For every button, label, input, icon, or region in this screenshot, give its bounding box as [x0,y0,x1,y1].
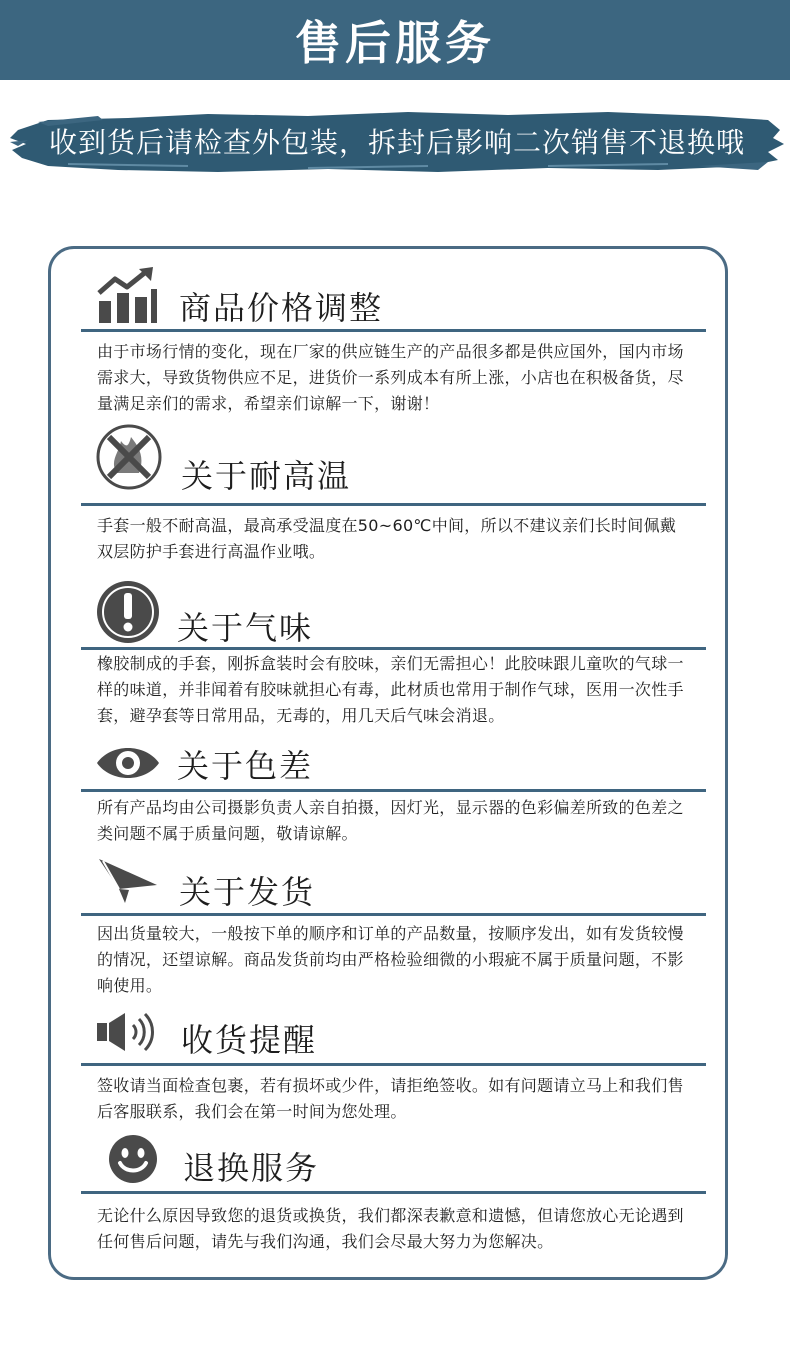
section-body: 手套一般不耐高温，最高承受温度在50~60℃中间，所以不建议亲们长时间佩戴双层防护手套进行高温作业哦。 [97,516,677,561]
trend-up-chart-icon [95,267,159,329]
section-body: 因出货量较大，一般按下单的顺序和订单的产品数量，按顺序发出，如有发货较慢的情况，还望谅解。商品发货前均由严格检验细微的小瑕疵不属于质量问题，不影响使用。 [97,924,684,995]
page-title: 售后服务 [295,16,495,70]
section-divider [81,1063,706,1066]
section-title: 商品价格调整 [179,289,384,327]
section-body: 无论什么原因导致您的退货或换货，我们都深表歉意和遗憾，但请您放心无论遇到任何售后问题，请先与我们沟通，我们会尽最大努力为您解决。 [97,1206,684,1251]
section-title: 关于发货 [179,873,316,911]
section-body: 由于市场行情的变化，现在厂家的供应链生产的产品很多都是供应国外，国内市场需求大，导致货物供应不足，进货价一系列成本有所上涨，小店也在积极备货，尽量满足亲们的需求，希望亲们谅解一下，谢谢！ [97,342,684,413]
notice-banner [8,100,786,182]
after-sales-card [48,246,728,1280]
section-body: 所有产品均由公司摄影负责人亲自拍摄，因灯光，显示器的色彩偏差所致的色差之类问题不属于质量问题，敬请谅解。 [97,798,684,843]
exclamation-circle-icon [95,579,161,649]
paper-plane-icon [95,855,159,909]
section-body: 签收请当面检查包裹，若有损坏或少件，请拒绝签收。如有问题请立马上和我们售后客服联系，我们会在第一时间为您处理。 [97,1076,684,1121]
section-title: 关于色差 [177,747,314,785]
section-title: 关于气味 [177,609,314,647]
section-divider [81,503,706,506]
speaker-icon [95,1011,157,1057]
section-divider [81,913,706,916]
section-divider [81,329,706,332]
section-body: 橡胶制成的手套，刚拆盒装时会有胶味，亲们无需担心！此胶味跟儿童吹的气球一样的味道，并非闻着有胶味就担心有毒，此材质也常用于制作气球，医用一次性手套，避孕套等日常用品，无毒的，用几天后气味会消退。 [97,654,684,725]
eye-icon [95,741,161,789]
section-divider [81,647,706,650]
section-divider [81,789,706,792]
section-title: 收货提醒 [181,1021,318,1059]
page-header [0,0,790,80]
smiley-icon [107,1133,159,1189]
section-title: 关于耐高温 [181,457,352,495]
no-fire-icon [95,423,163,495]
notice-text: 收到货后请检查外包装，拆封后影响二次销售不退换哦 [48,126,745,159]
section-divider [81,1191,706,1194]
section-title: 退换服务 [183,1149,320,1187]
